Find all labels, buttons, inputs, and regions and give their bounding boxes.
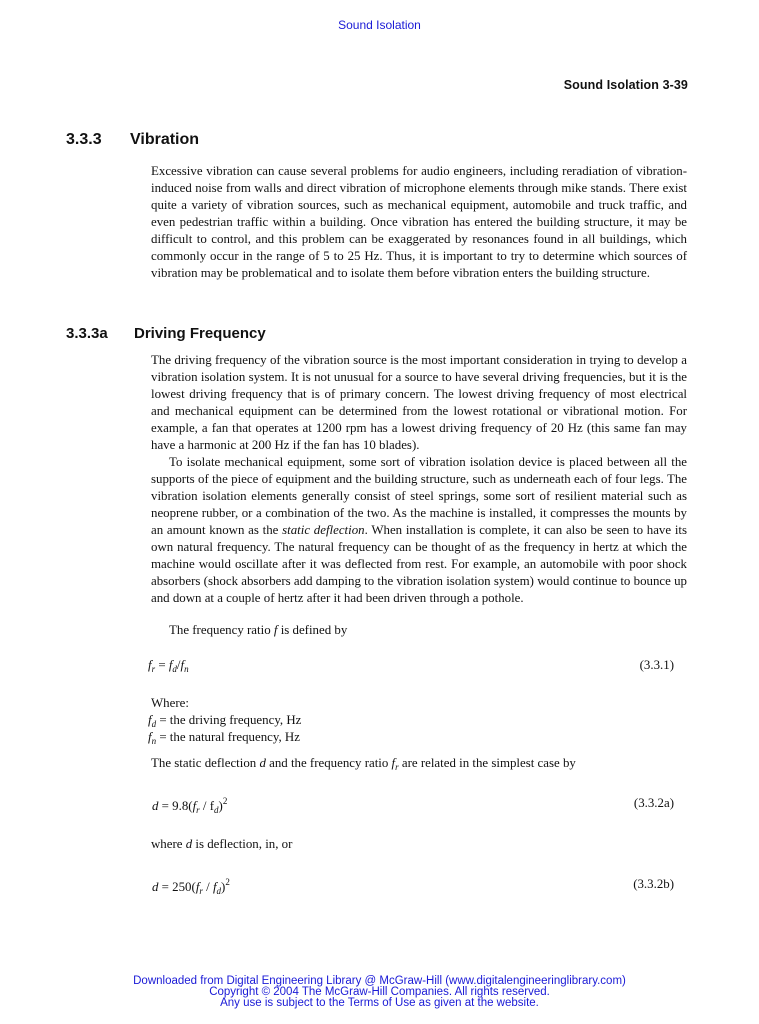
fd-def: = the driving frequency, Hz [156,713,302,727]
fn-definition [148,730,300,746]
paragraph-2-text-a: To isolate mechanical equipment, some sort of vibration isolation device is placed between all the supports of the piece of equipment and the building structure, such as underneath each of four legs. The vibration isolation elements generally consist of steel springs, some sort of resilient material such as neoprene rubber, or a combination of the two. As the machine is installed, it compresses the mounts by an amount known as the [151,455,687,537]
eq2b-close: ) [221,880,226,894]
running-head: Sound Isolation 3-39 [563,78,688,92]
eq2a-fd-sub: d [214,805,219,815]
ratio-intro-var: f [273,623,278,637]
eq2b-lhs: d [152,880,159,894]
fd-sub: d [151,719,157,729]
eq2a-rhs-start: = 9.8( [158,799,193,813]
equation-3-3-2a [152,796,227,815]
equation-number-3-3-2b: (3.3.2b) [633,877,674,891]
footer-notice [0,976,759,1009]
footer-line-2: Copyright © 2004 The McGraw-Hill Companies. All rights reserved. [209,986,550,998]
fn-var: f [148,730,152,744]
subsection-title: Driving Frequency [134,325,266,342]
ratio-intro-text: The frequency ratio [169,623,274,637]
eq1-num-sub: d [172,664,177,674]
fn-sub: n [151,736,157,746]
document-banner: Sound Isolation [338,18,421,32]
where-deflection-var: d [185,837,193,851]
footer-line-3[interactable]: Any use is subject to the Terms of Use as given at the website. [220,997,539,1009]
where-deflection-start: where [151,837,186,851]
equation-number-3-3-1: (3.3.1) [639,658,674,672]
footer-line-1[interactable]: Downloaded from Digital Engineering Library @ McGraw-Hill (www.digitalengineeringlibrary.com) [133,975,626,987]
relation-text-mid: and the frequency ratio [265,756,392,770]
subsection-number: 3.3.3a [66,325,108,342]
relation-text-start: The static deflection [151,756,260,770]
ratio-intro-tail: is defined by [277,623,348,637]
eq2b-fd-sub: d [216,886,222,896]
section-paragraph: Excessive vibration can cause several problems for audio engineers, including reradiation of vibration-induced noise from walls and direct vibration of microphone elements through mike stands. There exist quite a variety of vibration sources, such as mechanical equipment, automobile and truck traffic, and even pedestrian traffic within a building. Once vibration has entered the building structure, it may be difficult to control, and this problem can be exaggerated by resonances found in all buildings, which commonly occur in the range of 5 to 25 Hz. Thus, it is important to try to determine which sources of vibration may be problematical and to isolate them before vibration enters the building structure. [151,164,687,280]
eq2b-rhs-start: = 250( [158,880,196,894]
equation-3-3-2b [152,877,230,896]
section-number: 3.3.3 [66,131,102,148]
eq2a-mid: / f [199,799,215,813]
equation-number-3-3-2a: (3.3.2a) [633,796,674,810]
relation-text-end: are related in the simplest case by [398,756,576,770]
eq2b-exponent: 2 [225,877,230,887]
eq2b-mid: / [202,880,213,894]
relation-fr-sub: r [395,762,399,772]
eq2a-fr-sub: r [196,805,200,815]
eq2a-fr: f [192,799,197,813]
eq1-equals: = [155,658,169,672]
where-deflection [151,837,292,852]
fd-definition [148,713,301,729]
paragraph-2-text-b: . When installation is complete, it can also be seen to have its own natural frequency. The natural frequency can be thought of as the frequency in hertz at which the machine would oscillate after it was deflected from rest. For example, an automobile with poor shock absorbers (shock absorbers add damping to the vibration isolation system) would continue to bounce up and down at a couple of hertz after it had been driven through a pothole. [151,523,688,605]
eq2a-exponent: 2 [222,796,228,806]
eq1-den-sub: n [184,664,189,674]
eq2b-fr: f [195,880,200,894]
eq2b-fd: f [212,880,217,894]
eq2a-lhs: d [152,799,159,813]
relation-fr: f [391,756,396,770]
fn-def: = the natural frequency, Hz [156,730,300,744]
section-title: Vibration [130,131,200,148]
where-label: Where: [151,696,189,710]
subsection-paragraph-1: The driving frequency of the vibration source is the most important consideration in trying to develop a vibration isolation system. It is not unusual for a source to have several driving frequencies, but it is the lowest driving frequency that is of primary concern. The lowest driving frequency of most electrical and mechanical equipment can be determined from the lowest rotational or vibrational motion. For example, a fan that operates at 1200 rpm has a lowest driving frequency of 20 Hz (this same fan may have a harmonic at 200 Hz if the fan has 10 blades). [151,353,687,452]
ratio-intro [169,623,347,638]
relation-sentence [151,756,576,772]
eq2a-close: ) [218,799,223,813]
eq1-num: f [168,658,173,672]
eq1-lhs-sub: r [151,664,156,674]
static-deflection-term: static deflection [282,523,365,537]
eq1-lhs: f [148,658,152,672]
eq1-den: f [180,658,185,672]
fd-var: f [148,713,152,727]
subsection-paragraph-2 [151,454,687,607]
eq2b-fr-sub: r [199,886,203,896]
where-deflection-end: is deflection, in, or [192,837,293,851]
eq1-slash: / [176,658,181,672]
relation-d: d [259,756,266,770]
equation-3-3-1 [148,658,189,674]
